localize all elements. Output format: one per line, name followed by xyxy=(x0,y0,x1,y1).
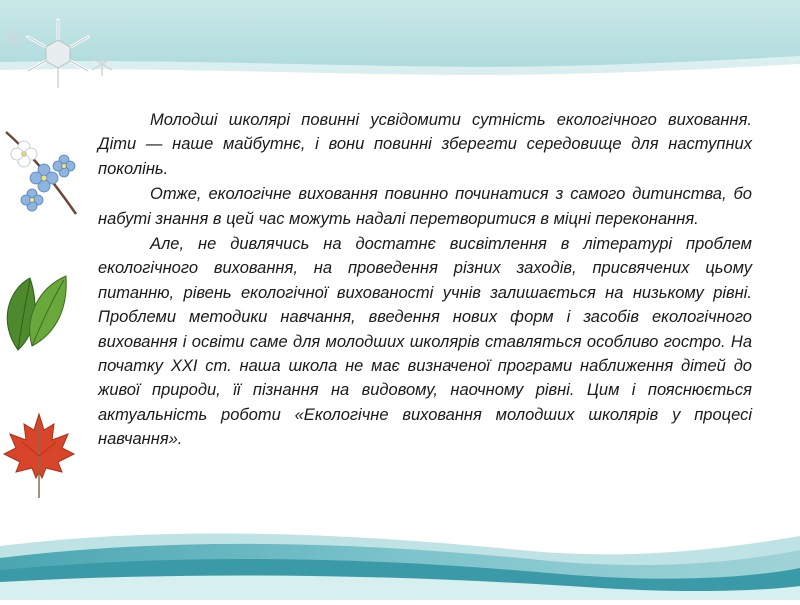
green-leaves-icon xyxy=(2,272,70,354)
snowflakes-icon xyxy=(0,8,125,93)
bottom-waves xyxy=(0,506,800,600)
maple-leaf-icon xyxy=(2,412,76,500)
paragraph-1: Молодші школярі повинні усвідомити сутність екологічного виховання. Діти — наше майбутнє, і вони повинні зберегти середовище для наступних поколінь. xyxy=(98,111,752,178)
slide-text xyxy=(98,108,752,453)
paragraph-3: Але, не дивлячись на достатнє висвітлення в літературі проблем екологічного виховання, на проведення різних заходів, присвячених цьому питанню, рівень екологічної вихованості учнів залишається на низькому рівні. Проблеми методики навчання, введення нових форм і засобів екологічного виховання і освіти саме для молодших школярів ставляться особливо гостро. На початку XXI ст. наша школа не має визначеної програми наближення дітей до живої природи, її пізнання на видовому, наочному рівні. Цим і пояснюється актуальність роботи «Екологічне виховання молодших школярів у процесі навчання». xyxy=(98,235,752,449)
blue-flowers-icon xyxy=(4,128,84,220)
bottom-band xyxy=(0,506,800,600)
paragraph-2: Отже, екологічне виховання повинно починатися з самого дитинства, бо набуті знання в цей час можуть надалі перетворитися в міцні переконання. xyxy=(98,185,752,228)
